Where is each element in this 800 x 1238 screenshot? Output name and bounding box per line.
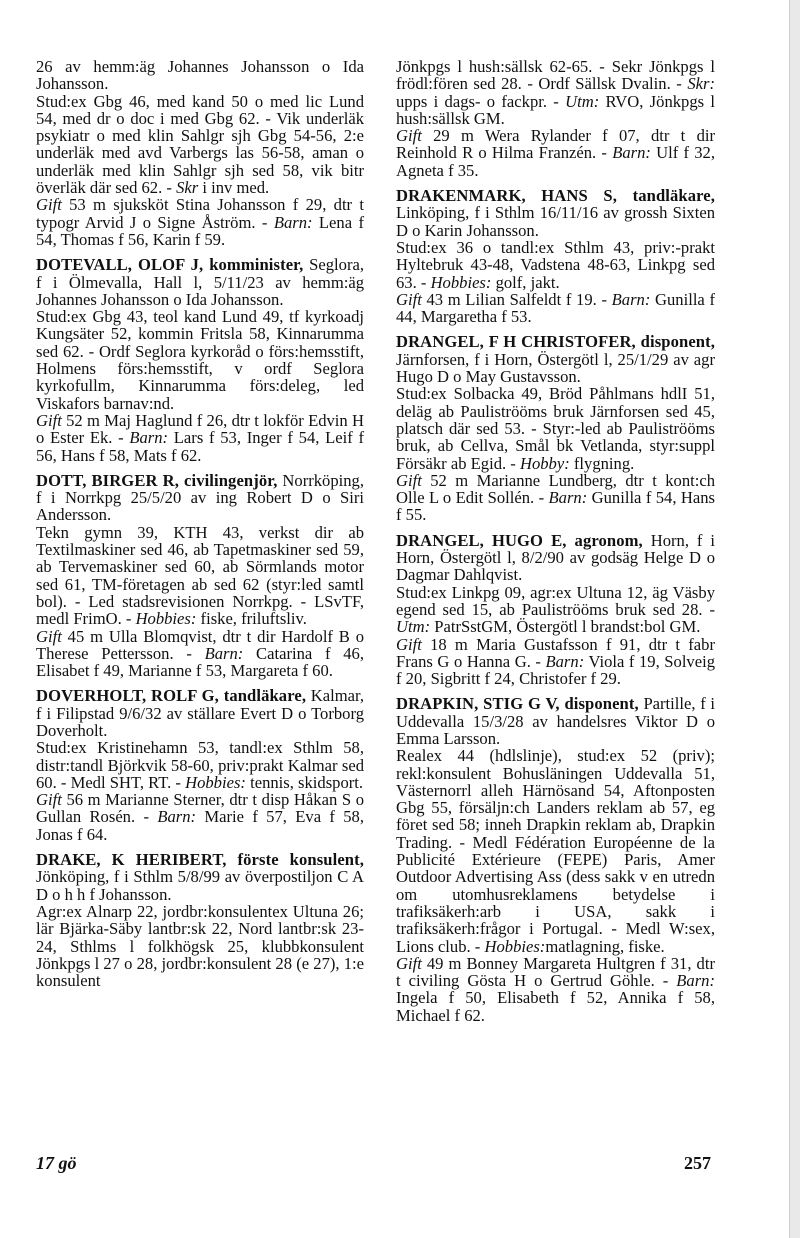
entry-text: 18 m Maria Gustafsson f 91, dtr t fabr Frans G o Hanna G. - [396,634,715,671]
field-label: Barn: [545,651,585,671]
entry-text: 43 m Lilian Salfeldt f 19. - [421,289,612,309]
field-label: Hobbies: [430,272,492,292]
entry-heading-paragraph [396,187,715,239]
entry-paragraph [396,584,715,636]
entry-continuation [396,58,715,179]
field-label: Barn: [129,428,169,448]
field-label: Gift [396,126,422,146]
field-label: Skr: [687,74,715,94]
biography-entry [396,187,715,325]
page-number: 257 [684,1153,711,1173]
entry-text: Gunilla f 44, Margaretha f 53. [396,289,715,327]
entry-text: i inv med. [198,178,270,198]
entry-text: tennis, skidsport. [245,772,364,792]
entry-paragraph [396,239,715,291]
field-label: Hobby: [519,453,570,473]
entry-paragraph [396,127,715,179]
entry-name: DRAPKIN, STIG G V, disponent, [396,694,639,714]
entry-paragraph [396,472,715,524]
entry-text: Jönkpgs l hush:sällsk 62-65. - Sekr Jönkpgs l frödl:fören sed 28. - Ordf Sällsk Dvalin. - [396,57,715,94]
biography-entry [36,851,364,989]
entry-name: DOTEVALL, OLOF J, komminister, [36,255,304,275]
entry-paragraph [36,628,364,680]
entry-text: RVO, Jönkpgs l hush:sällsk GM. [396,91,715,128]
entry-text: Realex 44 (hdlslinje), stud:ex 52 (priv); rekl:konsulent Bohusläningen Uddevalla 51, Västernorrl alleh Härnösand 54, Aftonposten Gbg 55, försäljn:ch Landers reklam ab 57, eg föret sed 58; inneh Drapkin reklam ab, Drapkin Trading. - Medl Fédération Européenne de la Publicité Extérieure (FEPE) Paris, Amer Outdoor Advertising Ass (dess sakk v en utredn om utomhusreklamens betydelse i trafiksäkerh:arb i USA, sakk i trafiksäkerh:frågor i Portugal. - Medl W:sex, Lions club. - [396,746,715,956]
entry-paragraph [36,791,364,843]
field-label: Barn: [611,289,651,309]
entry-text: 29 m Wera Rylander f 07, dtr t dir Reinhold R o Hilma Franzén. - [396,126,715,163]
entry-text: fiske, friluftsliv. [196,609,307,629]
entry-paragraph [396,385,715,471]
entry-paragraph [36,308,364,412]
field-label: Utm: [565,91,600,111]
entry-text: matlagning, fiske. [545,936,665,956]
entry-paragraph [396,747,715,955]
entry-text: PatrSstGM, Östergötl l brandst:bol GM. [430,617,701,637]
field-label: Skr [176,178,199,198]
entry-continuation [36,58,364,248]
entry-text: 56 m Marianne Sterner, dtr t disp Håkan S o Gullan Rosén. - [36,790,364,827]
entry-heading-paragraph [396,532,715,584]
biography-entry [36,472,364,680]
entry-heading-paragraph [36,256,364,308]
entry-text: Järnforsen, f i Horn, Östergötl l, 25/1/29 av agr Hugo D o May Gustavsson. [396,349,715,387]
entry-heading-paragraph [36,472,364,524]
left-column [36,58,364,997]
entry-text: flygning. [569,453,635,473]
entry-name: DRANGEL, F H CHRISTOFER, disponent, [396,332,715,352]
entry-name: DRAKENMARK, HANS S, tandläkare, [396,186,715,206]
entry-text: Ingela f 50, Elisabeth f 52, Annika f 58, Michael f 62. [396,988,715,1025]
signature-mark: 17 gö [36,1153,77,1173]
field-label: Gift [36,626,62,646]
entry-text: Catarina f 46, Elisabet f 49, Marianne f 53, Margareta f 60. [36,643,364,681]
entry-text: upps i dags- o fackpr. - [396,91,566,111]
entry-heading-paragraph [36,687,364,739]
biography-entry [396,333,715,523]
entry-text: Kalmar, f i Filipstad 9/6/32 av ställare Evert D o Torborg Doverholt. [36,686,364,740]
entry-paragraph [396,291,715,326]
field-label: Gift [396,289,422,309]
entry-text: 52 m Maj Haglund f 26, dtr t lokför Edvin H o Ester Ek. - [36,410,364,448]
entry-heading-paragraph [396,695,715,747]
entry-paragraph [36,739,364,791]
field-label: Barn: [548,488,588,508]
entry-paragraph [36,58,364,93]
entry-paragraph [36,93,364,197]
entry-heading-paragraph [396,333,715,385]
field-label: Hobbies: [484,936,546,956]
entry-text: Tekn gymn 39, KTH 43, verkst dir ab Textilmaskiner sed 46, ab Tapetmaskiner sed 59, ab Tervemaskiner sed 60, ab Sörmlands motor sed 61, TM-företagen ab sed 62 (styr:led samtl bol). - Led stadsrevisionen Norrkpg. - LSvTF, medl FrimO. - [36,522,364,629]
entry-text: Lars f 53, Inger f 54, Leif f 56, Hans f 58, Mats f 62. [36,428,364,465]
entry-name: DOVERHOLT, ROLF G, tandläkare, [36,686,307,706]
field-label: Barn: [204,643,244,663]
entry-paragraph [396,58,715,127]
field-label: Gift [36,410,62,430]
entry-text: Marie f 57, Eva f 58, Jonas f 64. [36,807,364,844]
entry-text: Stud:ex 36 o tandl:ex Sthlm 43, priv:-prakt Hyltebruk 43-48, Vadstena 48-63, Linkpg sed 63. - [396,237,715,292]
field-label: Utm: [396,617,431,637]
field-label: Gift [396,953,422,973]
biography-entry [396,532,715,688]
entry-text: Norrköping, f i Norrkpg 25/5/20 av ing Robert D o Siri Andersson. [36,470,364,525]
entry-paragraph [36,524,364,628]
field-label: Barn: [273,212,313,232]
entry-text: Linköping, f i Sthlm 16/11/16 av grossh Sixten D o Karin Johansson. [396,203,715,240]
entry-text: Agr:ex Alnarp 22, jordbr:konsulentex Ultuna 26; lär Bjärka-Säby lantbr:sk 22, Nord lantbr:sk 23-24, Sthlms l folkhögsk 25, klubbkonsulent Jönkpgs l 27 o 28, jordbr:konsulent 28 (e 27), 1:e konsulent [36,901,364,991]
entry-paragraph [396,636,715,688]
entry-text: Gunilla f 54, Hans f 55. [396,488,715,525]
entry-name: DOTT, BIRGER R, civilingenjör, [36,470,278,490]
field-label: Gift [396,470,422,490]
entry-text: golf, jakt. [491,272,560,292]
biography-entry [36,687,364,843]
entry-text: 45 m Ulla Blomqvist, dtr t dir Hardolf B o Therese Pettersson. - [36,626,364,663]
biography-entry [36,256,364,464]
biography-entry [396,695,715,1024]
entry-paragraph [36,903,364,989]
entry-paragraph [396,955,715,1024]
entry-text: Stud:ex Gbg 46, med kand 50 o med lic Lund 54, med dr o doc i med Gbg 62. - Vik underläk psykiatr o med klin Sahlgr sjh Gbg 54-56, 2:e underläk med avd Varbergs las 56-58, aman o underläk med klin Sahlgr sjh sed 58, vik bitr överläk där sed 62. - [36,91,364,198]
entry-text: Stud:ex Gbg 43, teol kand Lund 49, tf kyrkoadj Kungsäter 52, kommin Fritsla 58, Kinnarumma sed 62. - Ordf Seglora kyrkoråd o förs:hemsstift, Holmens förs:hemsstift, v ordf Seglora kyrkofullm, Kinnarumma förs:deleg, led Viskafors barnav:nd. [36,307,364,413]
entry-text: Viola f 19, Solveig f 20, Sigbritt f 24, Christofer f 29. [396,651,716,689]
entry-name: DRANGEL, HUGO E, agronom, [396,530,643,550]
right-column [396,58,715,1032]
entry-text: 53 m sjuksköt Stina Johansson f 29, dtr t typogr Arvid J o Signe Åström. - [36,195,364,232]
entry-text: Stud:ex Kristinehamn 53, tandl:ex Sthlm 58, distr:tandl Björkvik 58-60, priv:prakt Kalmar sed 60. - Medl SHT, RT. - [36,738,364,792]
entry-text: Lena f 54, Thomas f 56, Karin f 59. [36,212,364,249]
entry-text: Stud:ex Linkpg 09, agr:ex Ultuna 12, äg Väsby egend sed 15, ab Pauliströöms bruk sed 28. - [396,582,715,619]
entry-text: 49 m Bonney Margareta Hultgren f 31, dtr t civiling Gösta H o Gertrud Göhle. - [396,953,715,991]
field-label: Barn: [676,971,715,991]
scan-edge [789,0,800,1238]
field-label: Gift [36,195,62,215]
field-label: Gift [396,634,422,654]
field-label: Hobbies: [135,609,197,629]
entry-text: Partille, f i Uddevalla 15/3/28 av handelsres Viktor D o Emma Larsson. [396,694,716,748]
entry-text: 52 m Marianne Lundberg, dtr t kont:ch Olle L o Edit Sollén. - [396,470,715,508]
entry-text: Stud:ex Solbacka 49, Bröd Påhlmans hdlI 51, deläg ab Pauliströöms bruk Järnforsen sed 45, platsch där sed 53. - Styr:-led ab Pauliströöms bruk, ab Cellva, Smål bk Vetlanda, styr:suppl Försäkr ab Egid. - [396,384,715,473]
entry-text: Seglora, f i Ölmevalla, Hall l, 5/11/23 av hemm:äg Johannes Johansson o Ida Johansson. [36,255,364,309]
entry-text: 26 av hemm:äg Johannes Johansson o Ida Johansson. [36,57,364,94]
field-label: Gift [36,790,62,810]
entry-paragraph [36,196,364,248]
entry-text: Jönköping, f i Sthlm 5/8/99 av överpostiljon C A D o h h f Johansson. [36,867,364,904]
entry-paragraph [36,412,364,464]
entry-text: Horn, f i Horn, Östergötl l, 8/2/90 av godsäg Helge D o Dagmar Dahlqvist. [396,530,715,585]
field-label: Barn: [612,143,651,163]
entry-heading-paragraph [36,851,364,903]
entry-name: DRAKE, K HERIBERT, förste konsulent, [36,850,364,870]
field-label: Barn: [157,807,197,827]
entry-text: Ulf f 32, Agneta f 35. [396,143,715,180]
field-label: Hobbies: [185,772,246,792]
